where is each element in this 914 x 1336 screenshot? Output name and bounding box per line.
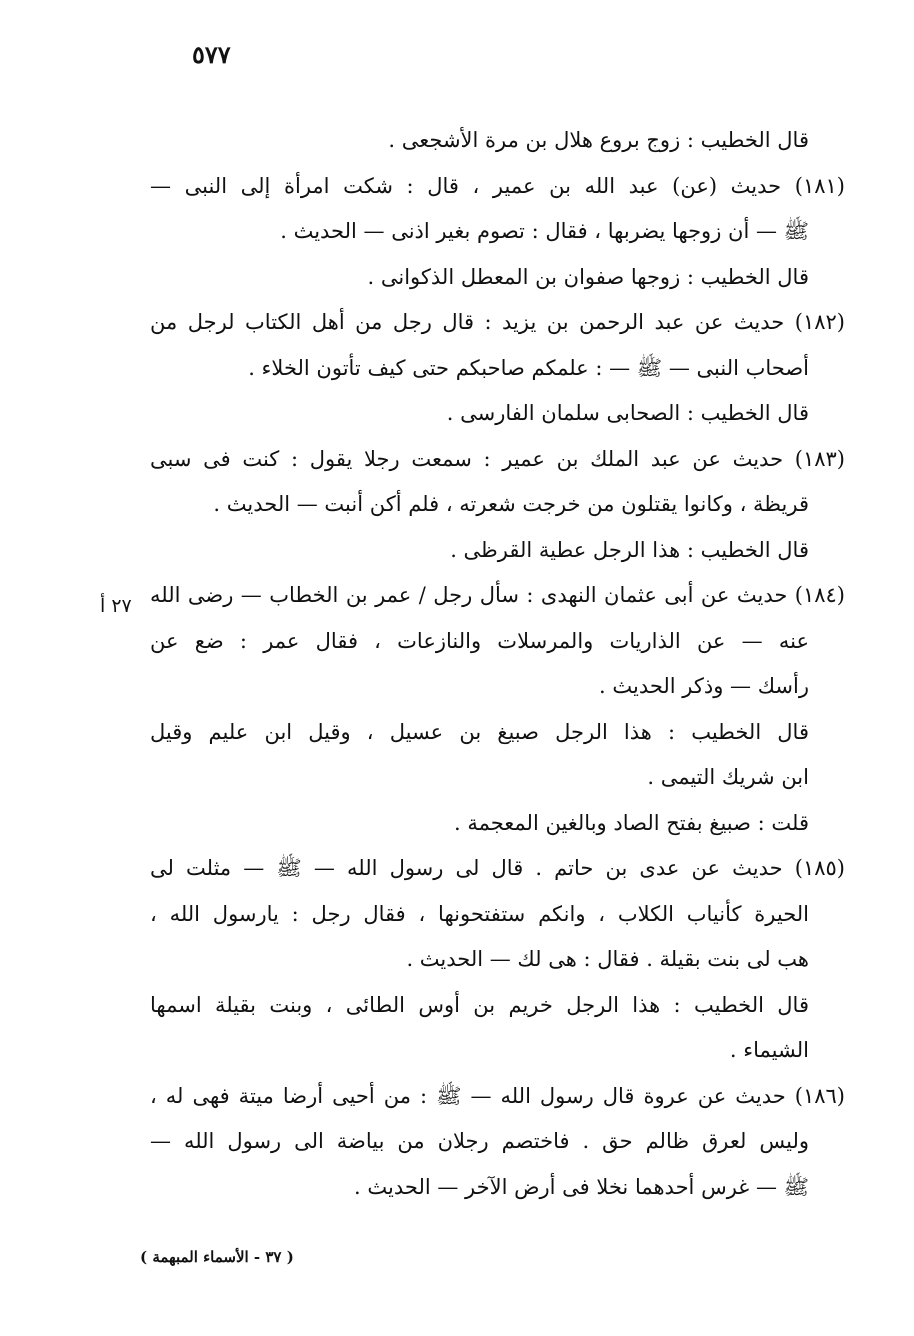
hadith-183-line-2: قريظة ، وكانوا يقتلون من خرجت شعرته ، فلم أكن أنبت — الحديث . — [213, 492, 809, 516]
khatib-note-184-line-1: قال الخطيب : هذا الرجل صبيغ بن عسيل ، وقيل ابن عليم وقيل — [150, 719, 809, 744]
manuscript-folio-note: ٢٧ أ — [100, 595, 132, 617]
hadith-184-line-3: رأسك — وذكر الحديث . — [599, 674, 809, 698]
khatib-note-181: قال الخطيب : زوجها صفوان بن المعطل الذكوانى . — [367, 264, 809, 289]
khatib-note-180: قال الخطيب : زوج بروع هلال بن مرة الأشجعى . — [388, 128, 809, 152]
khatib-note-182: قال الخطيب : الصحابى سلمان الفارسى . — [446, 401, 809, 425]
page-number: ٥٧٧ — [192, 40, 231, 69]
khatib-note-185-line-2: الشيماء . — [729, 1038, 809, 1062]
hadith-181-line-2: ﷺ — أن زوجها يضربها ، فقال : تصوم بغير اذنى — الحديث . — [280, 219, 809, 243]
hadith-185-line-1: (١٨٥) حديث عن عدى بن حاتم . قال لى رسول الله — ﷺ — مثلت لى — [150, 856, 845, 880]
hadith-182-line-1: (١٨٢) حديث عن عبد الرحمن بن يزيد : قال رجل من أهل الكتاب لرجل من — [150, 310, 845, 334]
footer-signature: ( ٣٧ - الأسماء المبهمة ) — [140, 1248, 294, 1266]
hadith-185-line-2: الحيرة كأنياب الكلاب ، وانكم ستفتحونها ، فقال رجل : يارسول الله ، — [150, 901, 809, 926]
author-note-184: قلت : صبيغ بفتح الصاد وبالغين المعجمة . — [453, 810, 809, 835]
hadith-185-line-3: هب لى بنت بقيلة . فقال : هى لك — الحديث . — [406, 947, 809, 971]
document-body — [150, 118, 845, 1210]
hadith-184-line-1: (١٨٤) حديث عن أبى عثمان النهدى : سأل رجل / عمر بن الخطاب — رضى الله — [150, 583, 845, 607]
hadith-184-line-2: عنه — عن الذاريات والمرسلات والنازعات ، فقال عمر : ضع عن — [150, 628, 809, 653]
hadith-182-line-2: أصحاب النبى — ﷺ — : علمكم صاحبكم حتى كيف تأتون الخلاء . — [248, 355, 809, 380]
khatib-note-185-line-1: قال الخطيب : هذا الرجل خريم بن أوس الطائى ، وبنت بقيلة اسمها — [150, 992, 809, 1017]
khatib-note-183: قال الخطيب : هذا الرجل عطية القرظى . — [450, 537, 809, 562]
hadith-186-line-2: وليس لعرق ظالم حق . فاختصم رجلان من بياضة الى رسول الله — — [150, 1129, 809, 1153]
khatib-note-184-line-2: ابن شريك التيمى . — [647, 765, 809, 789]
hadith-186-line-1: (١٨٦) حديث عن عروة قال رسول الله — ﷺ : من أحيى أرضا ميتة فهى له ، — [150, 1083, 845, 1108]
hadith-183-line-1: (١٨٣) حديث عن عبد الملك بن عمير : سمعت رجلا يقول : كنت فى سبى — [150, 446, 845, 471]
hadith-186-line-3: ﷺ — غرس أحدهما نخلا فى أرض الآخر — الحديث . — [354, 1174, 809, 1199]
hadith-181-line-1: (١٨١) حديث (عن) عبد الله بن عمير ، قال : شكت امرأة إلى النبى — — [150, 173, 845, 198]
